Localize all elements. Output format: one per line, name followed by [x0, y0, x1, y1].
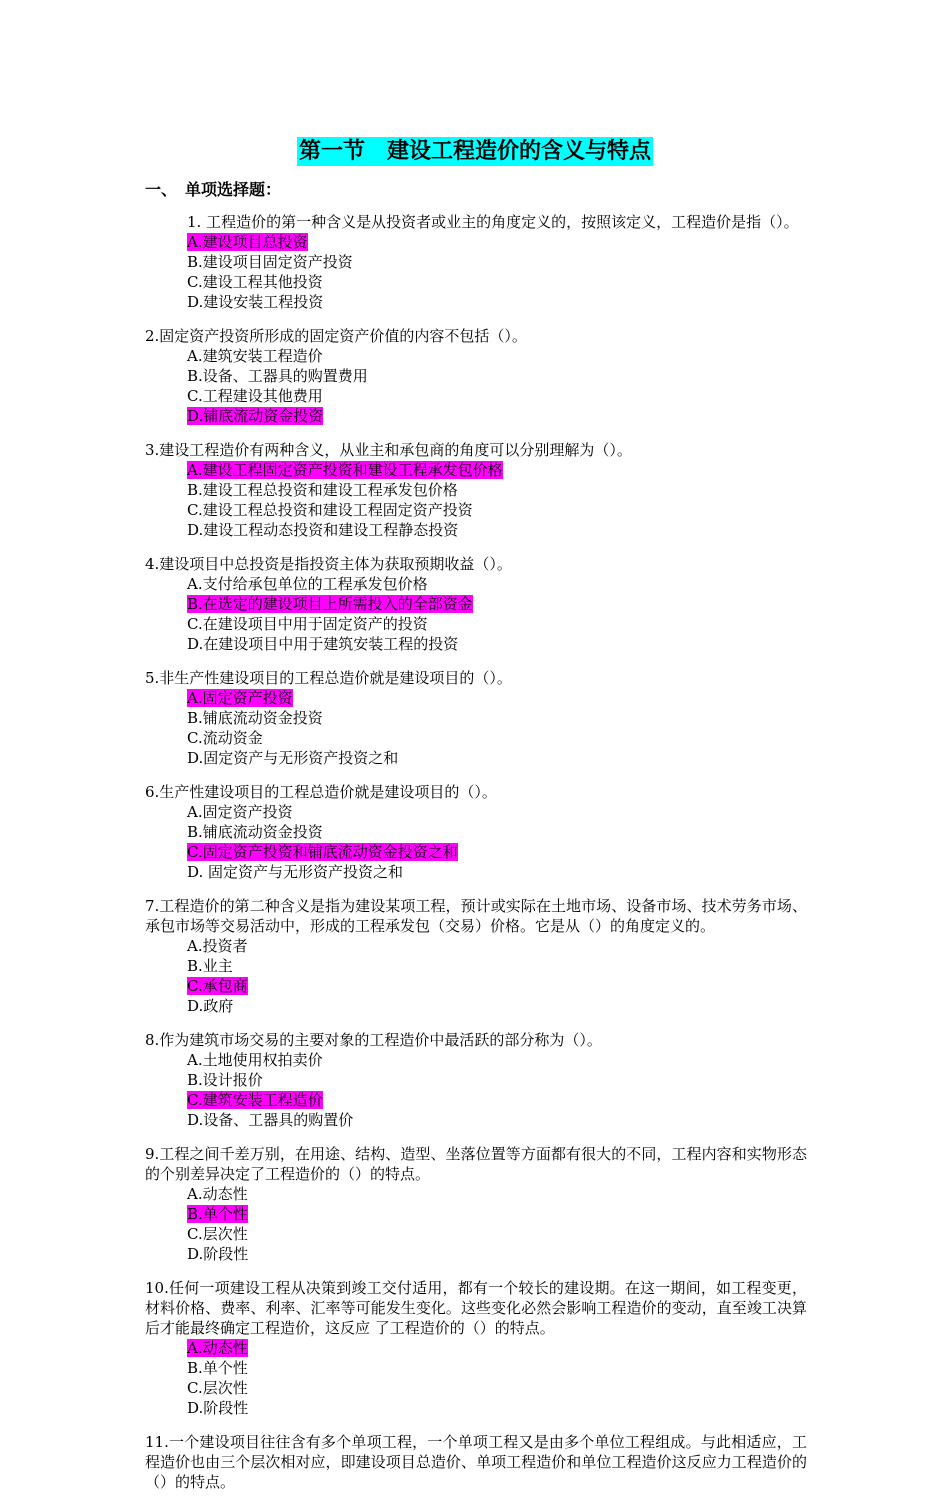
- option-highlighted-answer: [187, 1090, 555, 1110]
- option: [187, 346, 555, 366]
- option-text: A.固定资产投资: [187, 689, 293, 707]
- option-text: C.层次性: [187, 1225, 248, 1243]
- option: [187, 1110, 555, 1130]
- question-stem: 2.固定资产投资所形成的固定资产价值的内容不包括（）。: [145, 327, 527, 345]
- option: [187, 802, 555, 822]
- option-text: B.单个性: [187, 1205, 248, 1223]
- question-stem: 6.生产性建设项目的工程总造价就是建设项目的（）。: [145, 783, 497, 801]
- option: [187, 500, 807, 520]
- option-text: B.建设项目固定资产投资: [187, 253, 353, 271]
- option-text: C.建设工程其他投资: [187, 273, 323, 291]
- option-text: A.建筑安装工程造价: [187, 347, 323, 365]
- option-text: D.固定资产与无形资产投资之和: [187, 749, 399, 767]
- option-text: B.设计报价: [187, 1071, 263, 1089]
- question-stem: 11.一个建设项目往往含有多个单项工程，一个单项工程又是由多个单位工程组成。与此相适应，工程造价也由三个层次相对应，即建设项目总造价、单项工程造价和单位工程造价这反应力工程造价的（）的特点。: [145, 1433, 807, 1491]
- option: [187, 614, 807, 634]
- option: [187, 1358, 555, 1378]
- question-3: [145, 440, 807, 540]
- option-list: [145, 936, 807, 1016]
- option-text: D.阶段性: [187, 1399, 249, 1417]
- option-text: B.单个性: [187, 1359, 248, 1377]
- option: [187, 574, 807, 594]
- option: [187, 862, 555, 882]
- option-text: A.动态性: [187, 1339, 248, 1357]
- option-text: B.业主: [187, 957, 233, 975]
- option-text: B.建设工程总投资和建设工程承发包价格: [187, 481, 458, 499]
- option-highlighted-answer: [187, 976, 555, 996]
- option-text: A.动态性: [187, 1185, 248, 1203]
- option-text: A.支付给承包单位的工程承发包价格: [187, 575, 428, 593]
- option-list: [145, 802, 807, 882]
- option-highlighted-answer: [187, 1204, 555, 1224]
- option-list: [145, 1184, 807, 1264]
- question-8: [145, 1030, 807, 1130]
- question-2: [145, 326, 807, 426]
- question-stem: 1. 工程造价的第一种含义是从投资者或业主的角度定义的，按照该定义，工程造价是指（）。: [187, 213, 799, 231]
- question-stem: 5.非生产性建设项目的工程总造价就是建设项目的（）。: [145, 669, 512, 687]
- option-list: [145, 1050, 807, 1130]
- option-text: B.设备、工器具的购置费用: [187, 367, 368, 385]
- option: [187, 1244, 555, 1264]
- option: [187, 996, 555, 1016]
- option-text: C.流动资金: [187, 729, 263, 747]
- option-text: A.土地使用权拍卖价: [187, 1051, 323, 1069]
- option: [187, 1398, 555, 1418]
- option-text: C.固定资产投资和铺底流动资金投资之和: [187, 843, 458, 861]
- option-list: [145, 346, 807, 426]
- option: [187, 1224, 555, 1244]
- option: [187, 956, 555, 976]
- option-text: D.铺底流动资金投资: [187, 407, 324, 425]
- question-9: [145, 1144, 807, 1264]
- option: [187, 1184, 555, 1204]
- option-text: B.铺底流动资金投资: [187, 709, 323, 727]
- option-text: A.固定资产投资: [187, 803, 293, 821]
- option-text: D.建设工程动态投资和建设工程静态投资: [187, 521, 459, 539]
- question-10: [145, 1278, 807, 1418]
- option-text: A.建设项目总投资: [187, 233, 308, 251]
- option-text: D.设备、工器具的购置价: [187, 1111, 354, 1129]
- option-text: C.建筑安装工程造价: [187, 1091, 323, 1109]
- option: [187, 520, 807, 540]
- option-text: C.层次性: [187, 1379, 248, 1397]
- option-text: B.在选定的建设项目上所需投入的全部资金: [187, 595, 473, 613]
- option: [187, 822, 555, 842]
- question-stem: 9.工程之间千差万别，在用途、结构、造型、坐落位置等方面都有很大的不同，工程内容和实物形态的个别差异决定了工程造价的（）的特点。: [145, 1145, 807, 1183]
- option: [187, 1050, 555, 1070]
- option: [187, 480, 807, 500]
- page-title: 第一节 建设工程造价的含义与特点: [298, 138, 651, 164]
- option-list: [145, 688, 807, 768]
- option-text: D. 固定资产与无形资产投资之和: [187, 863, 404, 881]
- option-text: C.工程建设其他费用: [187, 387, 323, 405]
- option-text: D.阶段性: [187, 1245, 249, 1263]
- question-6: [145, 782, 807, 882]
- option-text: A.投资者: [187, 937, 248, 955]
- option-text: D.建设安装工程投资: [187, 293, 324, 311]
- section-heading: 一、 单项选择题：: [145, 180, 282, 199]
- option: [187, 708, 555, 728]
- question-list: [145, 212, 807, 1506]
- option-highlighted-answer: [187, 460, 807, 480]
- question-4: [145, 554, 807, 654]
- question-stem: 8.作为建筑市场交易的主要对象的工程造价中最活跃的部分称为（）。: [145, 1031, 602, 1049]
- option-highlighted-answer: [187, 232, 555, 252]
- option-text: C.建设工程总投资和建设工程固定资产投资: [187, 501, 473, 519]
- option-text: B.铺底流动资金投资: [187, 823, 323, 841]
- option-text: C.承包商: [187, 977, 248, 995]
- option: [187, 936, 555, 956]
- question-stem: 10.任何一项建设工程从决策到竣工交付适用，都有一个较长的建设期。在这一期间，如工程变更，材料价格、费率、利率、汇率等可能发生变化。这些变化必然会影响工程造价的变动，直至竣工决算后才能最终确定工程造价，这反应 了工程造价的（）的特点。: [145, 1279, 807, 1337]
- option: [187, 386, 555, 406]
- option-list: [145, 1338, 807, 1418]
- option-list: [145, 460, 807, 540]
- option-highlighted-answer: [187, 1338, 555, 1358]
- option-highlighted-answer: [187, 406, 555, 426]
- option-list: [145, 574, 807, 654]
- question-stem: 3.建设工程造价有两种含义，从业主和承包商的角度可以分别理解为（）。: [145, 441, 632, 459]
- question-5: [145, 668, 807, 768]
- question-1: [145, 212, 807, 312]
- option-highlighted-answer: [187, 688, 555, 708]
- option: [187, 728, 555, 748]
- question-11: [145, 1432, 807, 1492]
- option: [187, 634, 807, 654]
- option: [187, 1378, 555, 1398]
- option-text: C.在建设项目中用于固定资产的投资: [187, 615, 428, 633]
- question-stem: 7.工程造价的第二种含义是指为建设某项工程，预计或实际在土地市场、设备市场、技术劳务市场、承包市场等交易活动中，形成的工程承发包（交易）价格。它是从（）的角度定义的。: [145, 897, 807, 935]
- option: [187, 748, 555, 768]
- option: [187, 366, 555, 386]
- option: [187, 1070, 555, 1090]
- option: [187, 252, 555, 272]
- question-7: [145, 896, 807, 1016]
- option: [187, 292, 555, 312]
- option-text: D.政府: [187, 997, 234, 1015]
- question-stem: 4.建设项目中总投资是指投资主体为获取预期收益（）。: [145, 555, 512, 573]
- option-highlighted-answer: [187, 842, 555, 862]
- option-highlighted-answer: [187, 594, 807, 614]
- option-list: [145, 232, 807, 312]
- option-text: D.在建设项目中用于建筑安装工程的投资: [187, 635, 459, 653]
- option: [187, 272, 555, 292]
- option-text: A.建设工程固定资产投资和建设工程承发包价格: [187, 461, 503, 479]
